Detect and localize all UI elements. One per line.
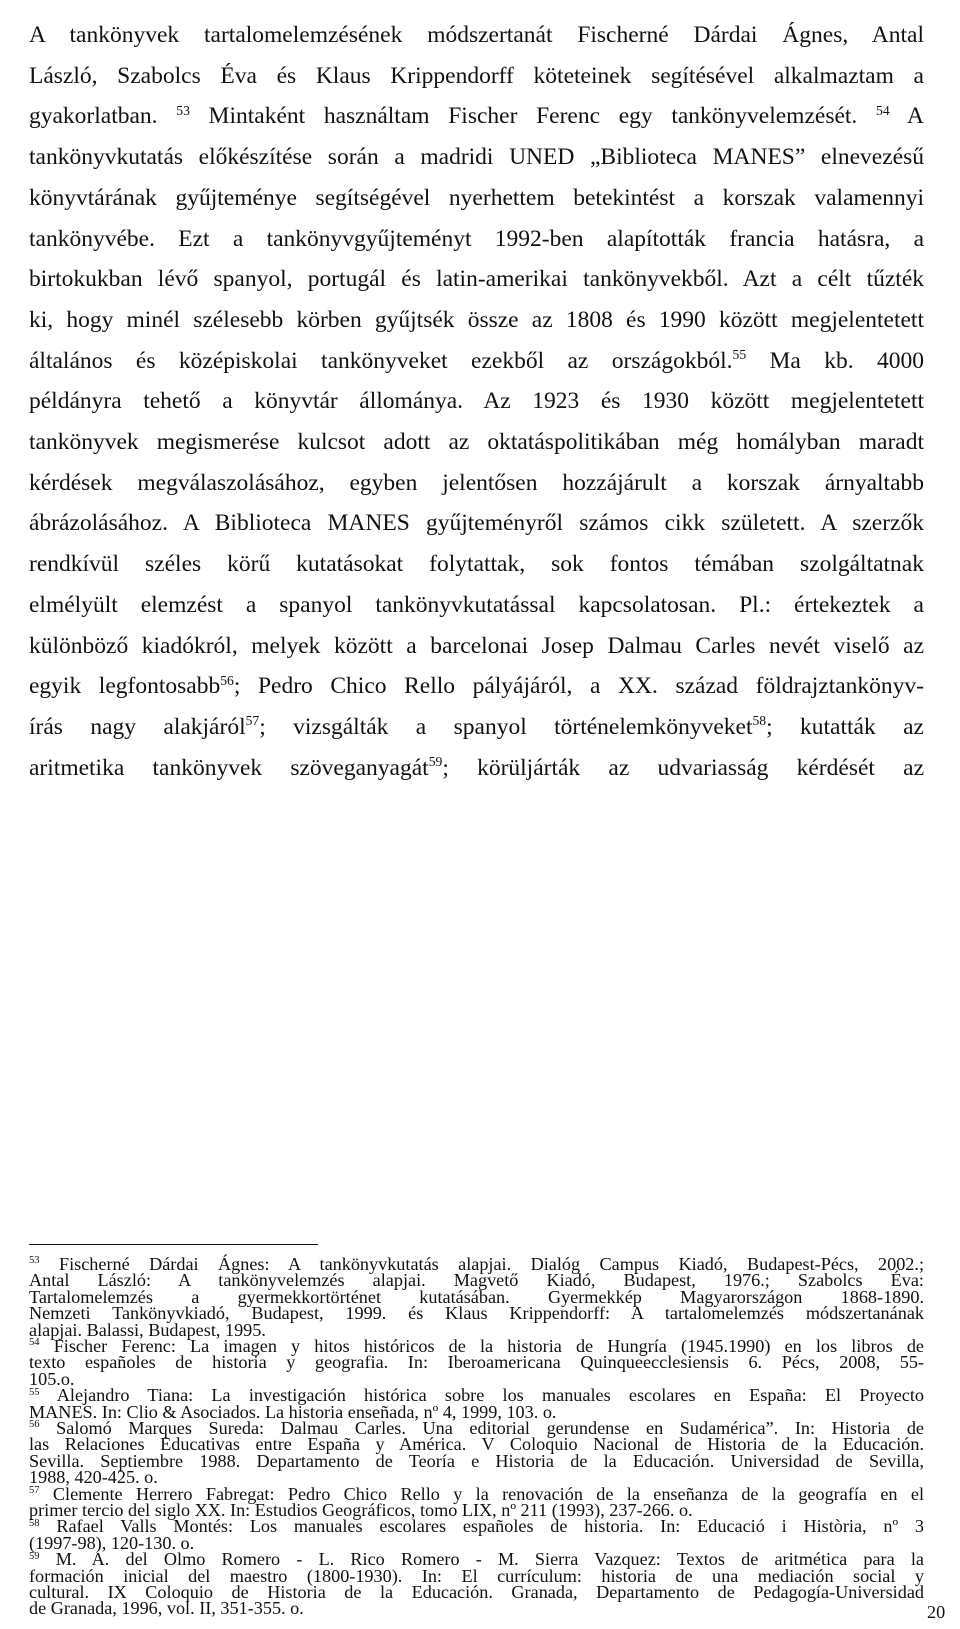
footnote-reference: 54 [29,1337,40,1349]
text-segment: Antal László: A tankönyvelemzés alapjai. Magvető Kiadó, Budapest, 1976.; Szabolcs Éva: [29,1270,924,1291]
footnote-line [29,1598,304,1619]
body-line [29,551,924,578]
footnote-reference: 53 [29,1255,40,1267]
text-segment: A tankönyvek tartalomelemzésének módszertanát Fischerné Dárdai Ágnes, Antal [29,22,924,48]
footnote-reference: 57 [29,1485,40,1497]
text-segment: Fischer Ferenc: La imagen y hitos históricos de la historia de Hungría (1945.1990) en los libros de [39,1336,924,1356]
text-segment: ; vizsgálták a spanyol történelemkönyveket [259,713,753,740]
text-segment: gyakorlatban. [29,103,177,130]
text-segment: Fischerné Dárdai Ágnes: A tankönyvkutatás alapjai. Dialóg Campus Kiadó, Budapest-Pécs, 2002.; [39,1254,924,1274]
body-line [29,63,924,90]
footnote-reference: 54 [876,102,890,118]
text-segment: ki, hogy minél szélesebb körben gyűjtsék össze az 1808 és 1990 között megjelentetett [29,306,924,333]
text-segment: Ma kb. 4000 [746,347,925,374]
body-line [29,755,924,782]
body-line [29,388,924,415]
body-line [29,510,924,537]
text-segment: rendkívül széles körű kutatásokat folytattak, sok fontos témában szolgáltatnak [29,551,924,578]
footnote-reference: 53 [176,102,190,118]
body-line [29,633,924,660]
footnote-separator [29,1244,318,1245]
page-number: 20 [927,1602,946,1622]
text-segment: 1988, 420-425. o. [29,1467,158,1488]
text-segment: Tartalomelemzés a gyermekkortörténet kutatásában. Gyermekkép Magyarországon 1868-1890. [29,1286,924,1307]
text-segment: ; kutatták az [766,713,924,740]
text-segment: aritmetika tankönyvek szöveganyagát [29,754,429,781]
text-segment: A [889,103,924,130]
text-segment: Nemzeti Tankönyvkiadó, Budapest, 1999. és Klaus Krippendorff: A tartalomelemzés módszertanának [29,1303,924,1324]
body-line [29,714,924,741]
text-segment: birtokukban lévő spanyol, portugál és latin-amerikai tankönyvekből. Azt a célt tűzték [29,266,924,293]
body-line [29,470,924,497]
text-segment: texto españoles de historia y geografia. In: Iberoamericana Quinqueecclesiensis 6. Pécs, 2008, 55- [29,1352,924,1373]
footnote-reference: 56 [29,1419,40,1431]
footnote-reference: 59 [428,754,443,770]
body-line [29,22,924,49]
body-line [29,673,924,700]
body-line [29,185,924,212]
text-segment: Rafael Valls Montés: Los manuales escolares españoles de historia. In: Educació i Història, nº 3 [39,1516,924,1537]
text-segment: alapjai. Balassi, Budapest, 1995. [29,1319,266,1340]
text-segment: ; Pedro Chico Rello pályájáról, a XX. század földrajztankönyv- [233,673,925,700]
text-segment: ábrázolásához. A Biblioteca MANES gyűjteményről számos cikk született. A szerzők [29,510,924,537]
text-segment: Salomó Marques Sureda: Dalmau Carles. Una editorial gerundense en Sudamérica”. In: Historia de [39,1418,924,1438]
footnote-reference: 59 [29,1550,40,1562]
text-segment: cultural. IX Coloquio de Historia de la Educación. Granada, Departamento de Pedagogía-Universidad [29,1582,924,1602]
footnote-reference: 58 [29,1517,40,1529]
text-segment: formación inicial del maestro (1800-1930). In: El currículum: historia de una mediación social y [29,1565,924,1586]
text-segment: ; körüljárták az udvariasság kérdését az [442,754,925,781]
text-segment: Mintaként használtam Fischer Ferenc egy tankönyvelemzését. [189,103,876,130]
footnote-line [29,1352,924,1373]
text-segment: Alejandro Tiana: La investigación histórica sobre los manuales escolares en España: El Proyecto [39,1385,924,1406]
body-line [29,144,924,171]
footnote-reference: 55 [29,1386,40,1398]
footnote-reference: 58 [752,713,767,729]
text-segment: de Granada, 1996, vol. II, 351-355. o. [29,1598,304,1619]
text-segment: egyik legfontosabb [29,673,221,700]
text-segment: tankönyvek megismerése kulcsot adott az oktatáspolitikában még homályban maradt [29,429,924,455]
text-segment: las Relaciones Educativas entre España y América. V Coloquio Nacional de Historia de la Educación. [29,1434,924,1455]
text-segment: írás nagy alakjáról [29,713,246,740]
text-segment: László, Szabolcs Éva és Klaus Krippendorff köteteinek segítésével alkalmaztam a [29,62,924,89]
text-segment: 105.o. [29,1368,75,1389]
footnote-reference: 56 [220,672,234,688]
footnote-reference: 57 [245,713,260,729]
text-segment: Clemente Herrero Fabregat: Pedro Chico Rello y la renovación de la enseñanza de la geografía en el [39,1483,924,1504]
body-line [29,307,924,334]
text-segment: különböző kiadókról, melyek között a barcelonai Josep Dalmau Carles nevét viselő az [29,632,924,659]
text-segment: kérdések megválaszolásához, egyben jelentősen hozzájárult a korszak árnyaltabb [29,469,924,496]
text-segment: MANES. In: Clio & Asociados. La historia enseñada, nº 4, 1999, 103. o. [29,1401,557,1422]
text-segment: tankönyvkutatás előkészítése során a madridi UNED „Biblioteca MANES” elnevezésű [29,144,924,171]
footnote-reference: 55 [732,347,747,363]
body-line [29,429,924,456]
text-segment: (1997-98), 120-130. o. [29,1532,195,1553]
body-line [29,103,924,130]
body-line [29,348,924,375]
text-segment: általános és középiskolai tankönyveket ezekből az országokból. [29,347,733,374]
footnote-line [29,1451,924,1472]
text-segment: Sevilla. Septiembre 1988. Departamento de Teoría e Historia de la Educación. Universidad de Sevilla, [29,1450,924,1471]
body-line [29,226,924,253]
text-segment: elmélyült elemzést a spanyol tankönyvkutatással kapcsolatosan. Pl.: értekeztek a [29,591,924,618]
text-segment: M. A. del Olmo Romero - L. Rico Romero - M. Sierra Vazquez: Textos de aritmética para la [39,1549,924,1570]
body-line [29,592,924,619]
text-segment: tankönyvébe. Ezt a tankönyvgyűjteményt 1992-ben alapították francia hatásra, a [29,225,924,252]
text-segment: példányra tehető a könyvtár állománya. Az 1923 és 1930 között megjelentetett [29,388,924,415]
text-segment: könyvtárának gyűjteménye segítségével nyerhettem betekintést a korszak valamennyi [29,184,924,211]
text-segment: primer tercio del siglo XX. In: Estudios Geográficos, tomo LIX, nº 211 (1993), 237-266. o. [29,1500,693,1520]
body-line [29,266,924,293]
